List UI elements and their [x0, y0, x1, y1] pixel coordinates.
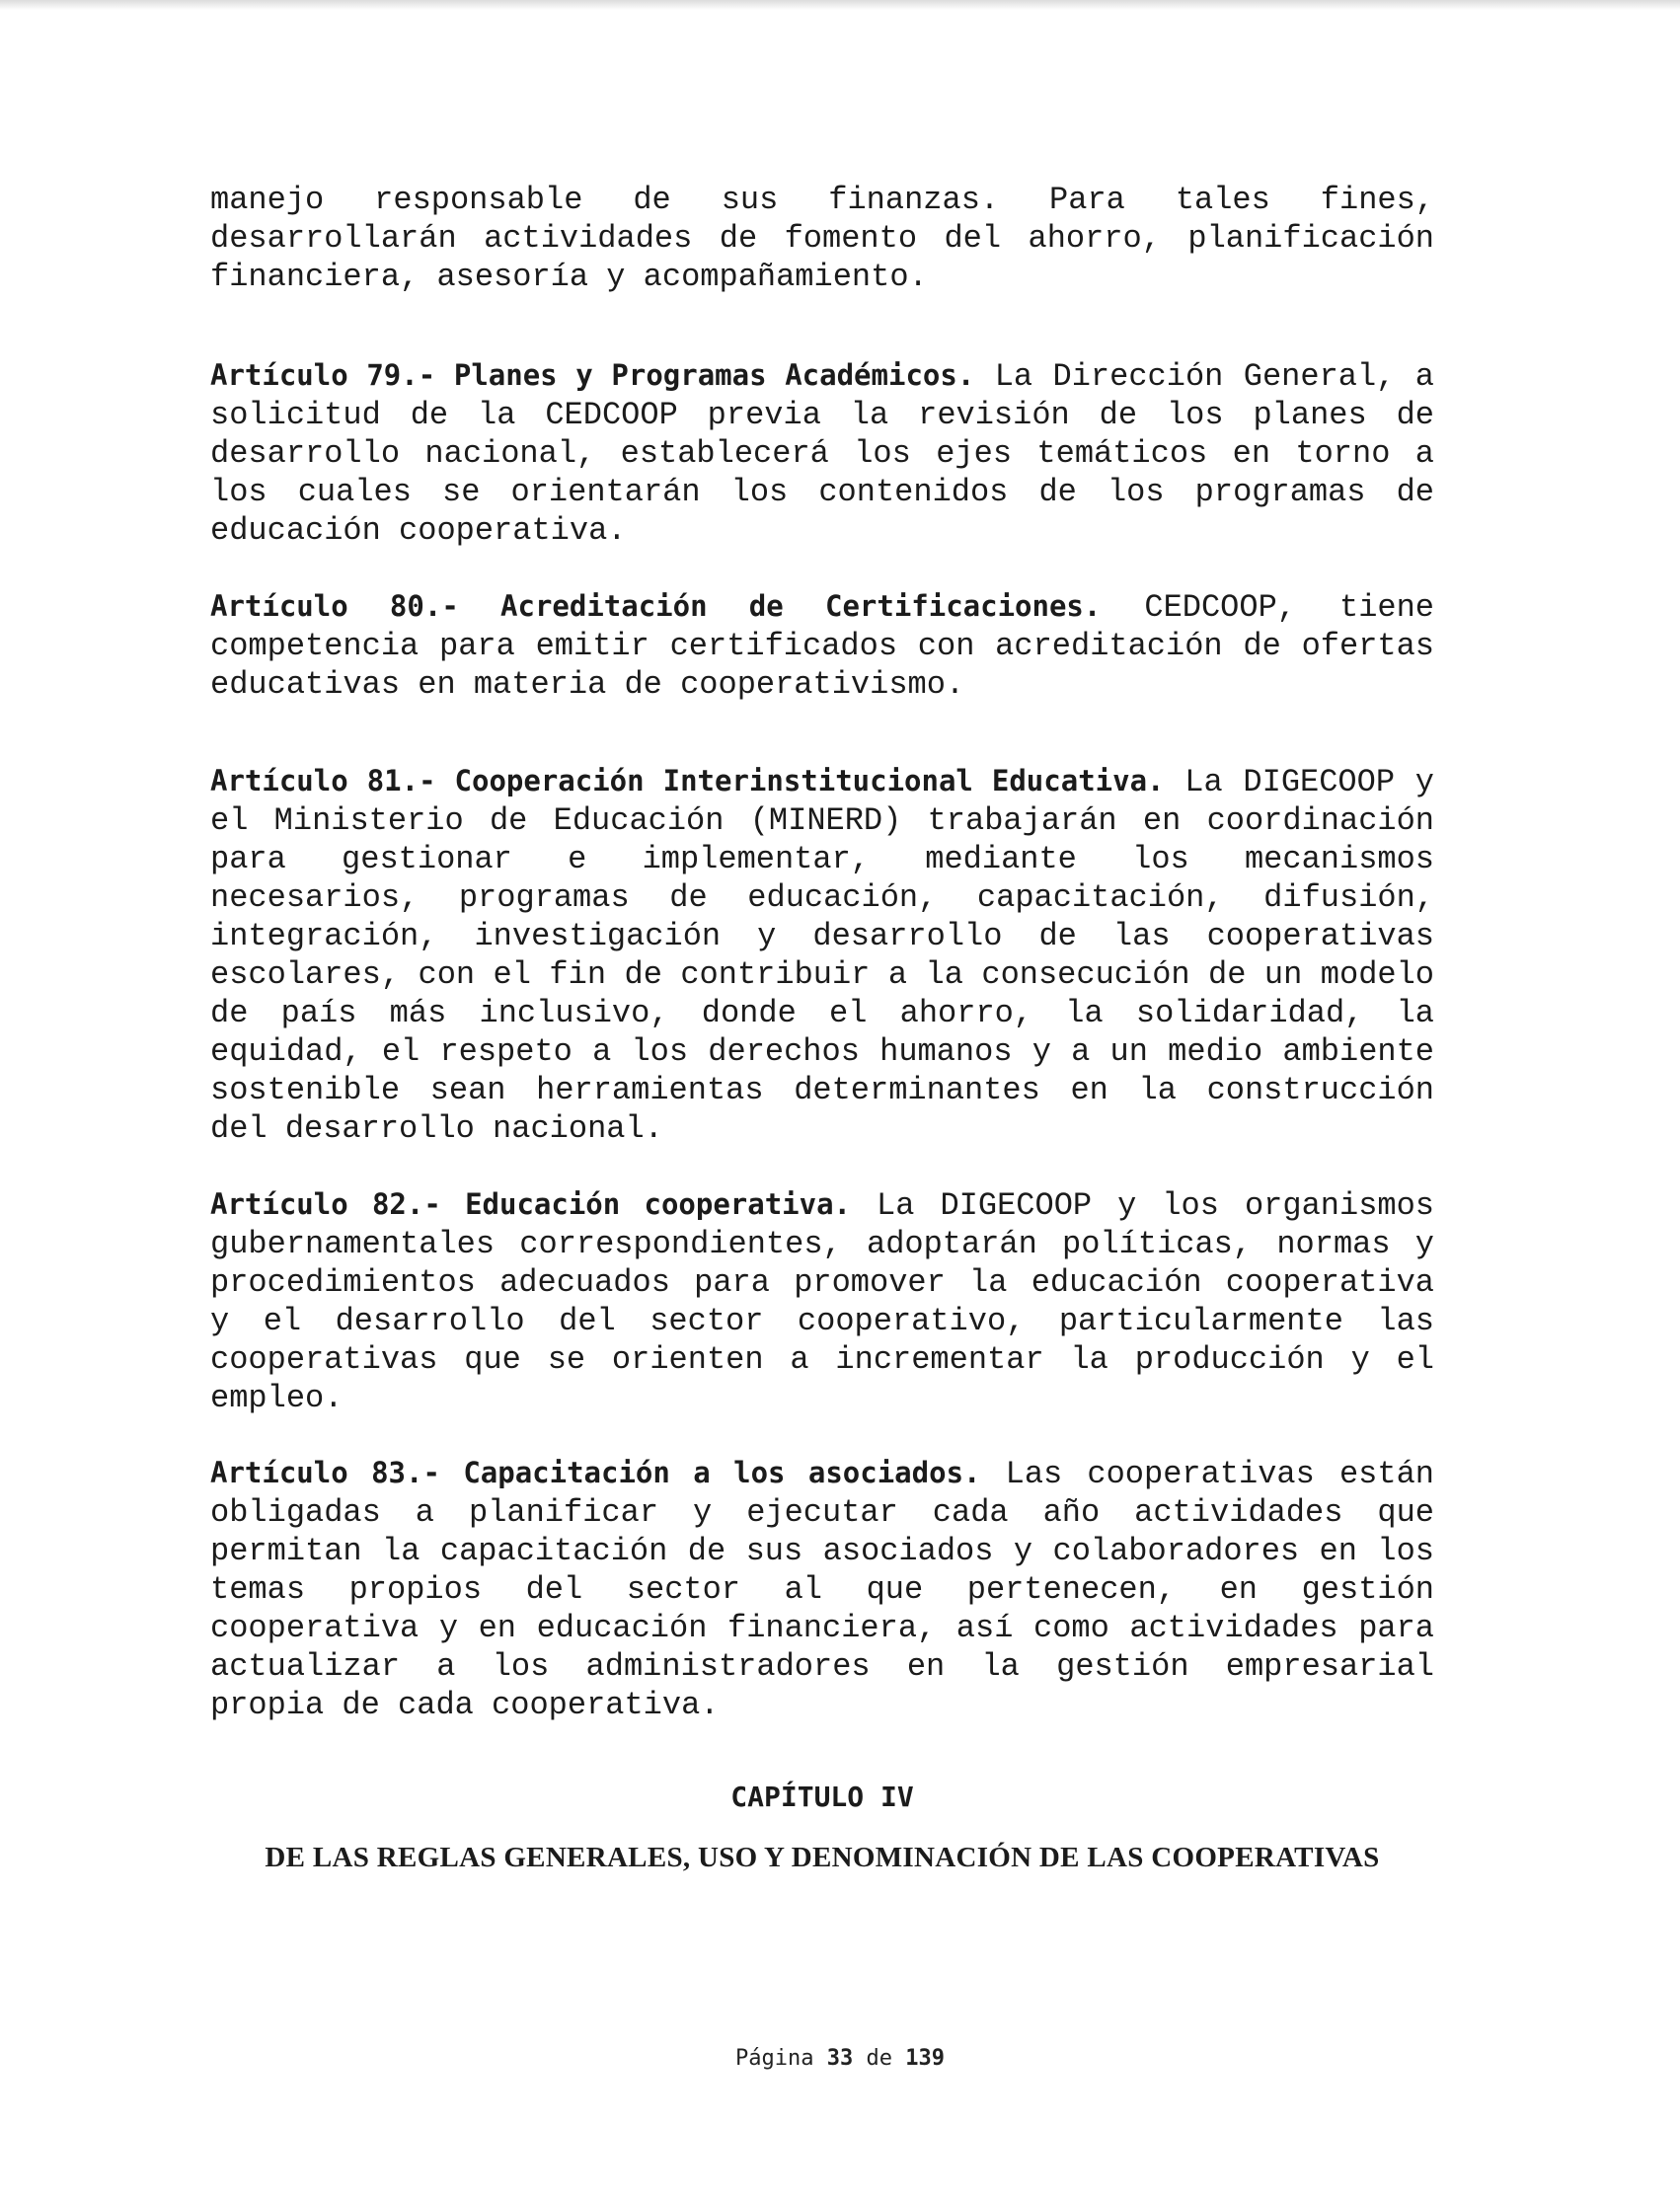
scan-top-edge — [0, 0, 1680, 10]
chapter-number: CAPÍTULO IV — [730, 1781, 914, 1813]
article-79 — [210, 356, 1434, 550]
article-83-heading: Artículo 83.- Capacitación a los asociados. — [210, 1456, 981, 1489]
article-79-heading: Artículo 79.- Planes y Programas Académicos. — [210, 358, 975, 392]
footer-page-word: Página — [735, 2046, 814, 2071]
article-79-body: La Dirección General, a solicitud de la CEDCOOP previa la revisión de los planes de desarrollo nacional, establecerá los ejes temáticos en torno a los cuales se orientarán los contenidos de los programas de educación cooperativa. — [210, 358, 1435, 549]
article-83 — [210, 1454, 1434, 1724]
footer-of-word: de — [866, 2046, 892, 2071]
chapter-title: DE LAS REGLAS GENERALES, USO Y DENOMINACIÓN DE LAS COOPERATIVAS — [265, 1842, 1380, 1873]
footer-current-page: 33 — [826, 2046, 854, 2071]
article-82-body: La DIGECOOP y los organismos gubernamentales correspondientes, adoptarán políticas, normas y procedimientos adecuados para promover la educación cooperativa y el desarrollo del sector cooperativo, particularmente las cooperativas que se orienten a incrementar la producción y el empleo. — [210, 1187, 1435, 1416]
intro-paragraph — [210, 181, 1434, 296]
article-83-body: Las cooperativas están obligadas a planificar y ejecutar cada año actividades que permitan la capacitación de sus asociados y colaboradores en los temas propios del sector al que pertenecen, en gestión cooperativa y en educación financiera, así como actividades para actualizar a los administradores en la gestión empresarial propia de cada cooperativa. — [210, 1456, 1434, 1723]
article-81 — [210, 762, 1434, 1148]
page-footer — [0, 2045, 1680, 2073]
article-81-heading: Artículo 81.- Cooperación Interinstitucional Educativa. — [210, 764, 1165, 797]
article-80 — [210, 587, 1434, 704]
footer-total-pages: 139 — [905, 2046, 945, 2071]
article-81-body: La DIGECOOP y el Ministerio de Educación (MINERD) trabajarán en coordinación para gestionar e implementar, mediante los mecanismos necesarios, programas de educación, capacitación, difusión, integración, investigación y desarrollo de las cooperativas escolares, con el fin de contribuir a la consecución de un modelo de país más inclusivo, donde el ahorro, la solidaridad, la equidad, el respeto a los derechos humanos y a un medio ambiente sostenible sean herramientas determinantes en la construcción del desarrollo nacional. — [210, 764, 1435, 1147]
article-82 — [210, 1185, 1434, 1417]
intro-text: manejo responsable de sus finanzas. Para tales fines, desarrollarán actividades de fomento del ahorro, planificación financiera, asesoría y acompañamiento. — [210, 182, 1434, 295]
article-80-heading: Artículo 80.- Acreditación de Certificaciones. — [210, 589, 1102, 623]
article-82-heading: Artículo 82.- Educación cooperativa. — [210, 1187, 852, 1221]
article-80-body: CEDCOOP, tiene competencia para emitir certificados con acreditación de ofertas educativas en materia de cooperativismo. — [210, 589, 1435, 703]
